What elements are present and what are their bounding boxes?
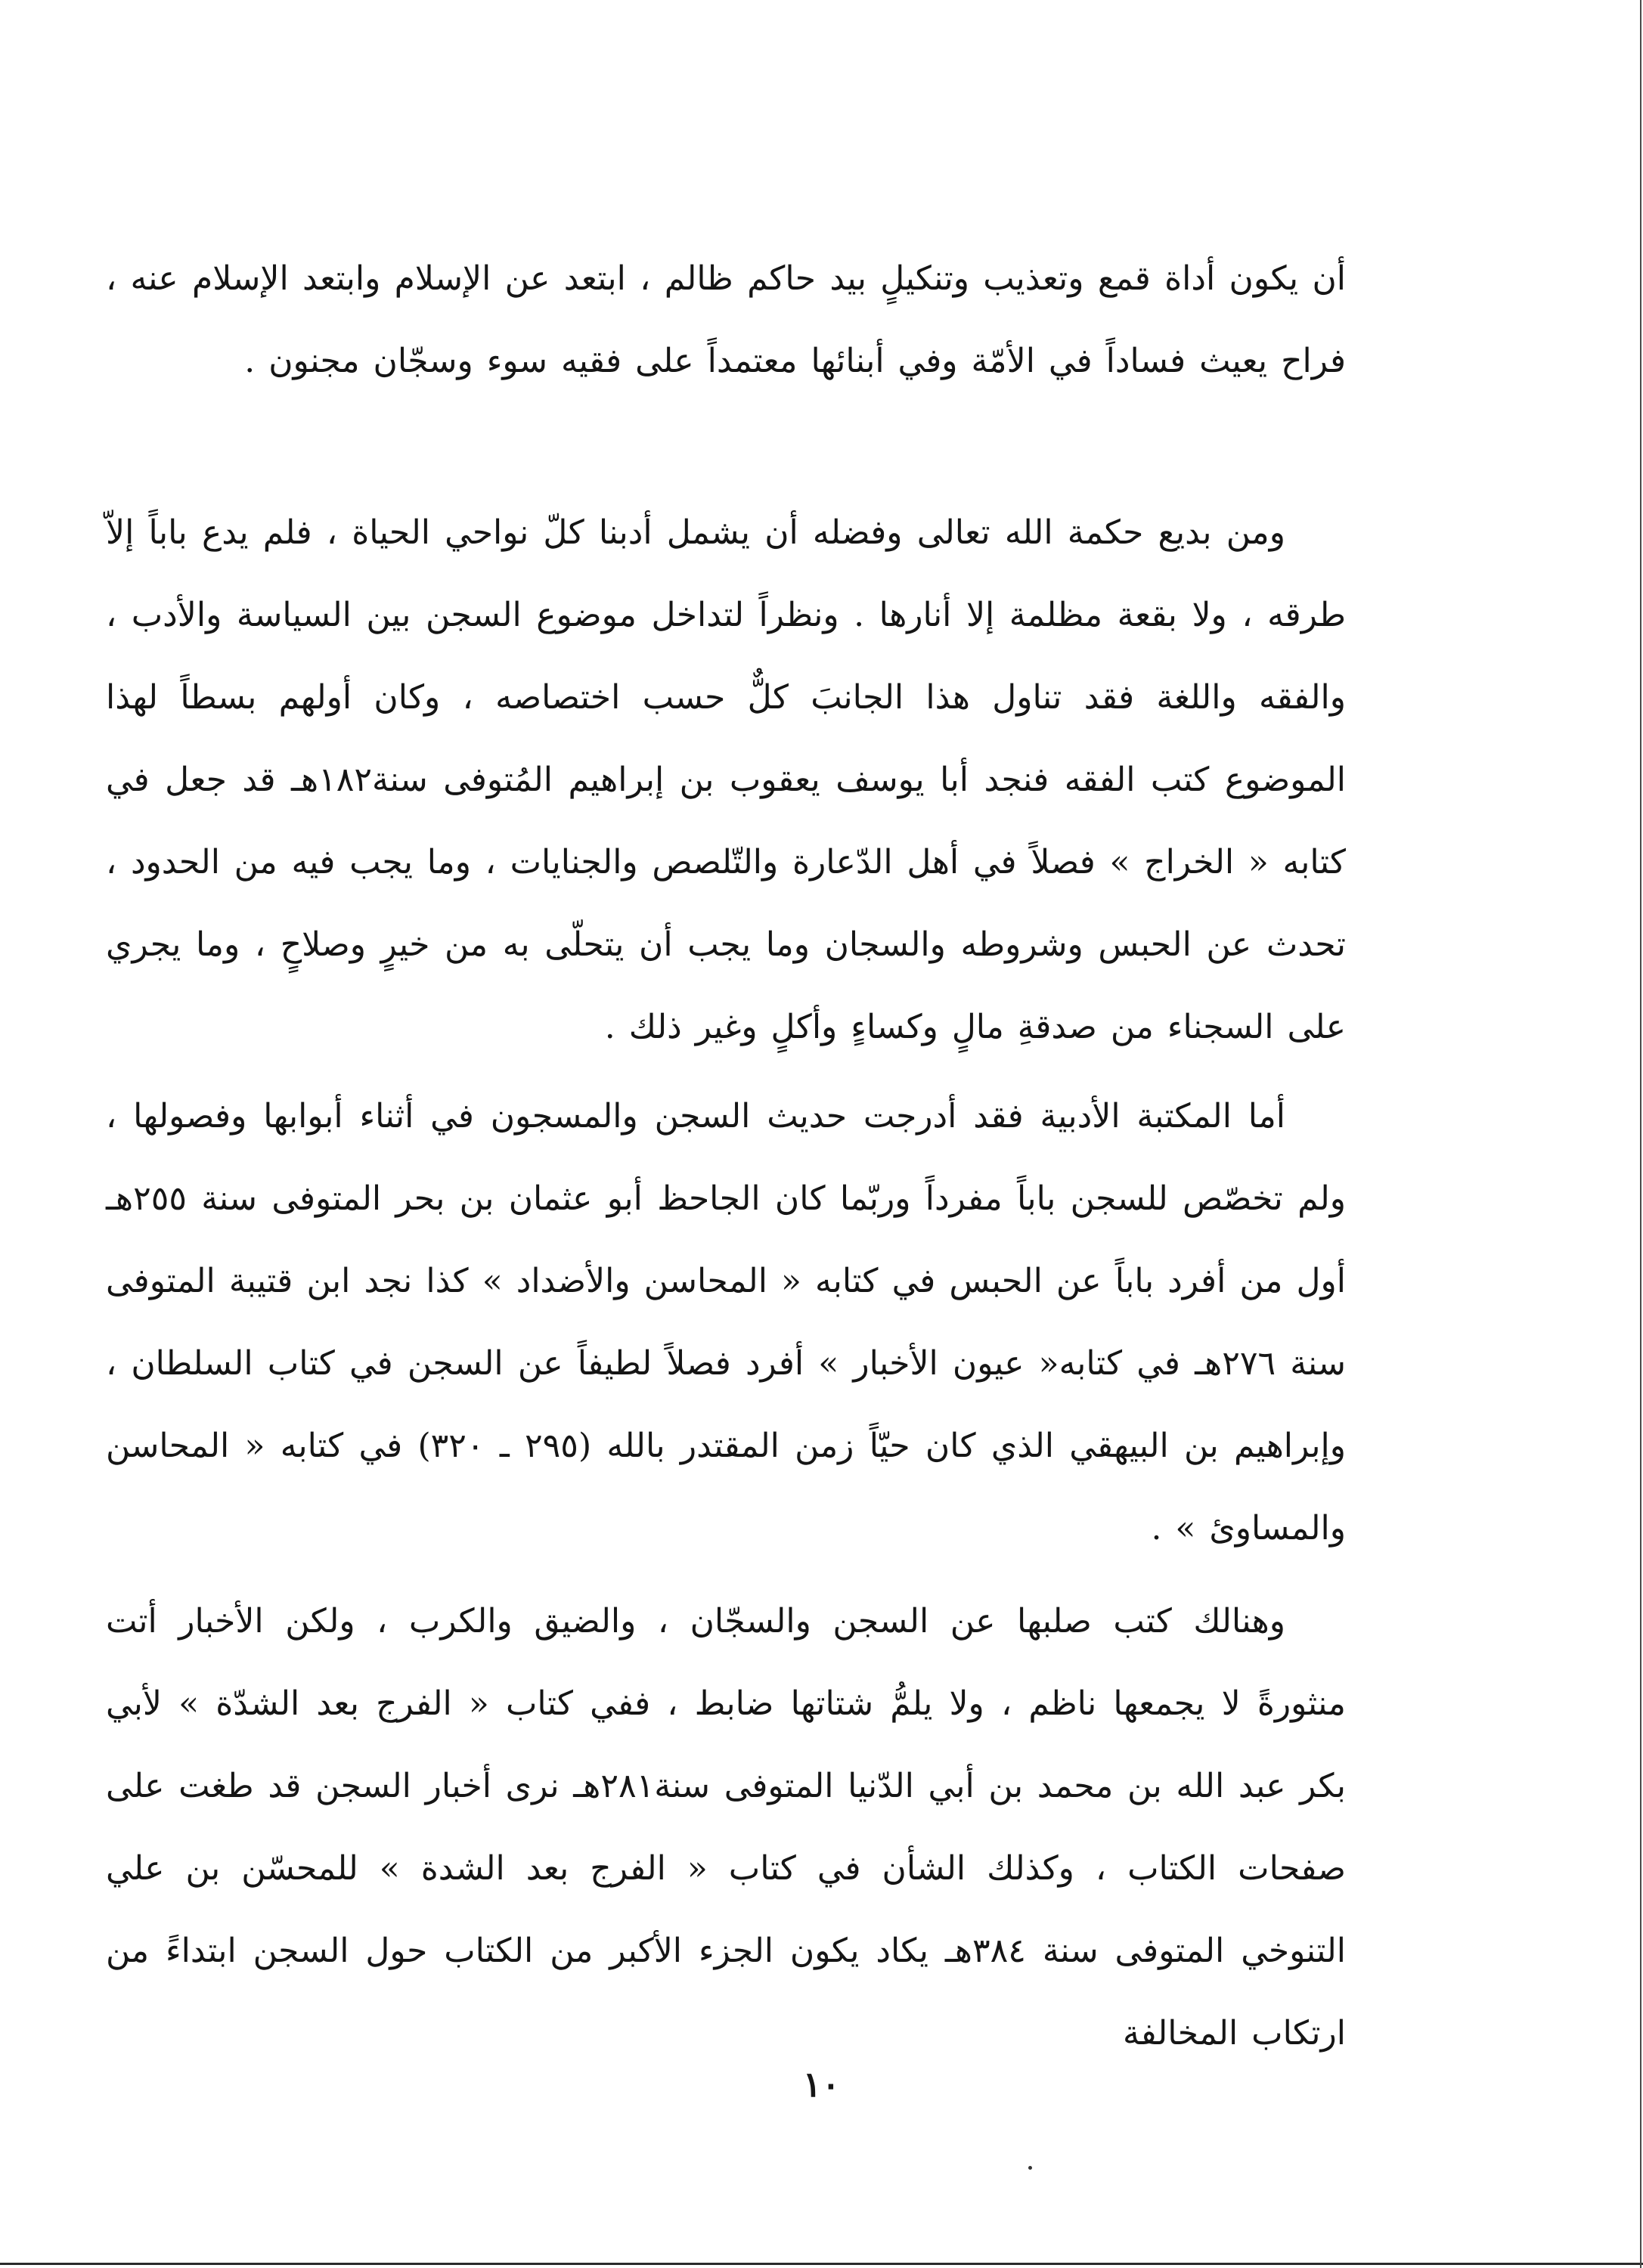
paragraph-continuation bbox=[106, 237, 1346, 402]
scan-bottom-edge bbox=[0, 2263, 1643, 2265]
paragraph-literary-library bbox=[106, 1075, 1346, 1569]
scan-right-edge bbox=[1640, 0, 1641, 2268]
scan-speck bbox=[1028, 2166, 1032, 2170]
paragraph-literature-scope bbox=[106, 491, 1346, 1068]
paragraph-text: ومن بديع حكمة الله تعالى وفضله أن يشمل أدبنا كلّ نواحي الحياة ، فلم يدع باباً إلاّ طرقه ، ولا بقعة مظلمة إلا أنارها . ونظراً لتداخل موضوع السجن بين السياسة والأدب ، والفقه واللغة فقد تناول هذا الجانبَ كلٌّ حسب اختصاصه ، وكان أولهم بسطاً لهذا الموضوع كتب الفقه فنجد أبا يوسف يعقوب بن إبراهيم المُتوفى سنة١٨٢هـ قد جعل في كتابه « الخراج » فصلاً في أهل الدّعارة والتّلصص والجنايات ، وما يجب فيه من الحدود ، تحدث عن الحبس وشروطه والسجان وما يجب أن يتحلّى به من خيرٍ وصلاحٍ ، وما يجري على السجناء من صدقةِ مالٍ وكساءٍ وأكلٍ وغير ذلك . bbox=[106, 513, 1346, 1046]
paragraph-text: أما المكتبة الأدبية فقد أدرجت حديث السجن والمسجون في أثناء أبوابها وفصولها ، ولم تخصّص للسجن باباً مفرداً وربّما كان الجاحظ أبو عثمان بن بحر المتوفى سنة ٢٥٥هـ أول من أفرد باباً عن الحبس في كتابه « المحاسن والأضداد » كذا نجد ابن قتيبة المتوفى سنة ٢٧٦هـ في كتابه« عيون الأخبار » أفرد فصلاً لطيفاً عن السجن في كتاب السلطان ، وإبراهيم بن البيهقي الذي كان حيّاً زمن المقتدر بالله (٢٩٥ ـ ٣٢٠) في كتابه « المحاسن والمساوئ » . bbox=[106, 1097, 1347, 1548]
paragraph-text: أن يكون أداة قمع وتعذيب وتنكيلٍ بيد حاكم ظالم ، ابتعد عن الإسلام وابتعد الإسلام عنه ، فراح يعيث فساداً في الأمّة وفي أبنائها معتمداً على فقيه سوء وسجّان مجنون . bbox=[106, 259, 1346, 380]
page-number: ١٠ bbox=[802, 2064, 841, 2105]
paragraph-text: وهنالك كتب صلبها عن السجن والسجّان ، والضيق والكرب ، ولكن الأخبار أتت منثورةً لا يجمعها ناظم ، ولا يلمُّ شتاتها ضابط ، ففي كتاب « الفرج بعد الشدّة » لأبي بكر عبد الله بن محمد بن أبي الدّنيا المتوفى سنة٢٨١هـ نرى أخبار السجن قد طغت على صفحات الكتاب ، وكذلك الشأن في كتاب « الفرج بعد الشدة » للمحسّن بن علي التنوخي المتوفى سنة ٣٨٤هـ يكاد يكون الجزء الأكبر من الكتاب حول السجن ابتداءً من ارتكاب المخالفة bbox=[106, 1602, 1347, 2053]
paragraph-prison-books bbox=[106, 1580, 1346, 2074]
